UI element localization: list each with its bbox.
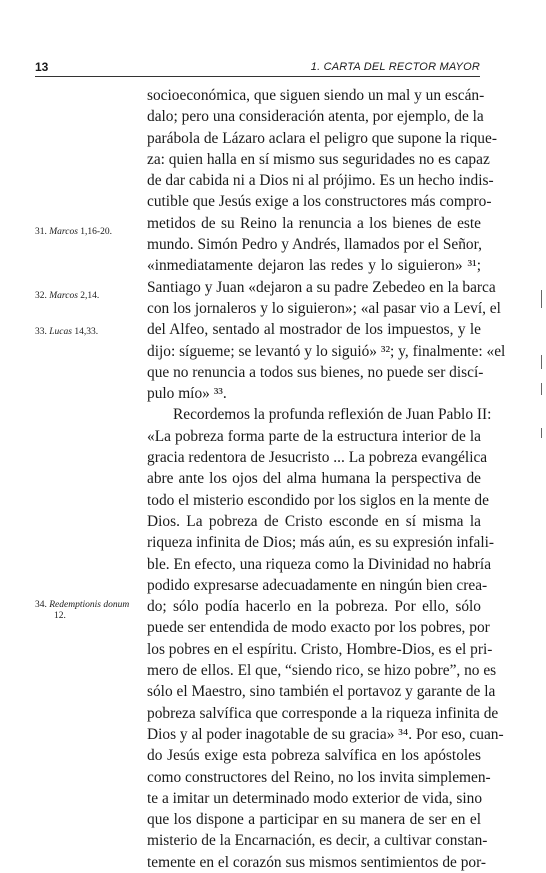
text-line: todo el misterio escondido por los siglos en la mente de: [147, 491, 489, 509]
scan-artifact: [541, 383, 542, 395]
text-line: gracia redentora de Jesucristo ... La pobreza evangélica: [147, 449, 488, 467]
text-line: metidos de su Reino la renuncia a los bienes de este: [147, 214, 481, 232]
text-line: con los jornaleros y lo siguieron»; «al pasar vio a Leví, el: [147, 299, 501, 317]
scan-artifact: [541, 355, 542, 369]
text-line: cutible que Jesús exige a los constructores más compro-: [147, 193, 492, 211]
note-number: 31.: [35, 227, 47, 237]
text-line: «La pobreza forma parte de la estructura interior de la: [147, 427, 481, 445]
text-line: dalo; pero una consideración atenta, por ejemplo, de la: [147, 108, 484, 126]
note-reference: 2,14.: [80, 291, 100, 301]
text-line: mundo. Simón Pedro y Andrés, llamados por el Señor,: [147, 236, 482, 254]
running-title: 1. CARTA DEL RECTOR MAYOR: [310, 61, 480, 73]
text-line: los pobres en el espíritu. Cristo, Hombre-Dios, es el pri-: [147, 640, 493, 658]
text-line: podido expresarse adecuadamente en ningún bien crea-: [147, 576, 488, 594]
note-number: 33.: [35, 327, 47, 337]
note-book: Marcos: [49, 291, 78, 301]
text-line: Santiago y Juan «dejaron a su padre Zebedeo en la barca: [147, 278, 496, 296]
note-book: Lucas: [49, 327, 72, 337]
text-line: parábola de Lázaro aclara el peligro que supone la rique-: [147, 129, 497, 147]
text-line: do; sólo podía hacerlo en la pobreza. Por ello, sólo: [147, 598, 481, 616]
text-line: dijo: sígueme; se levantó y lo siguió» ³²; y, finalmente: «el: [147, 342, 506, 360]
note-number: 34.: [35, 600, 47, 610]
margin-note-33: [35, 327, 139, 338]
text-line: que no renuncia a todos sus bienes, no puede ser discí-: [147, 363, 484, 381]
text-line: pulo mío» ³³.: [147, 385, 227, 403]
header-divider: [35, 76, 480, 77]
text-line: te a imitar un determinado modo exterior de vida, sino: [147, 789, 483, 807]
scan-artifact: [541, 290, 542, 308]
text-line: puede ser entendida de modo exacto por los pobres, por: [147, 619, 490, 637]
note-reference: 1,16-20.: [80, 227, 112, 237]
text-line: pobreza salvífica que corresponde a la riqueza infinita de: [147, 704, 499, 722]
scan-artifact: [541, 428, 542, 438]
text-line: Dios. La pobreza de Cristo esconde en sí misma la: [147, 512, 481, 530]
note-number: 32.: [35, 291, 47, 301]
margin-note-31: [35, 227, 139, 238]
text-line: ble. En efecto, una riqueza como la Divinidad no habría: [147, 555, 492, 573]
text-line: de dar cabida ni a Dios ni al prójimo. Es un hecho indis-: [147, 172, 494, 190]
margin-note-34: [35, 600, 139, 622]
text-line: za: quien halla en sí mismo sus seguridades no es capaz: [147, 150, 490, 168]
margin-note-32: [35, 291, 139, 302]
text-line: mero de ellos. El que, “siendo rico, se hizo pobre”, no es: [147, 662, 497, 680]
text-line: riqueza infinita de Dios; más aún, es su expresión infali-: [147, 534, 495, 552]
text-line: socioeconómica, que siguen siendo un mal y un escán-: [147, 87, 485, 104]
note-reference: 12.: [54, 611, 66, 621]
text-line: como constructores del Reino, no los invita simplemen-: [147, 768, 491, 786]
text-line: que los dispone a participar en su manera de ser en el: [147, 811, 481, 829]
body-text: [147, 85, 506, 873]
text-line: misterio de la Encarnación, es decir, a cultivar constan-: [147, 832, 488, 850]
text-line: Dios y al poder inagotable de su gracia» ³⁴. Por eso, cuan-: [147, 725, 504, 743]
text-line: temente en el corazón sus mismos sentimientos de por-: [147, 853, 487, 871]
paragraph-first-line: Recordemos la profunda reflexión de Juan Pablo II:: [173, 406, 492, 424]
note-book: Marcos: [49, 227, 78, 237]
text-line: del Alfeo, sentado al mostrador de los impuestos, y le: [147, 321, 481, 339]
page-number: 13: [35, 60, 49, 74]
text-line: sólo el Maestro, sino también el portavoz y garante de la: [147, 683, 496, 701]
note-book: Redemptionis donum: [49, 600, 130, 610]
text-line: «inmediatamente dejaron las redes y lo siguieron» ³¹;: [147, 257, 481, 275]
text-line: do Jesús exige esta pobreza salvífica en los apóstoles: [147, 747, 481, 765]
text-line: abre ante los ojos del alma humana la perspectiva de: [147, 470, 481, 488]
note-reference: 14,33.: [74, 327, 99, 337]
